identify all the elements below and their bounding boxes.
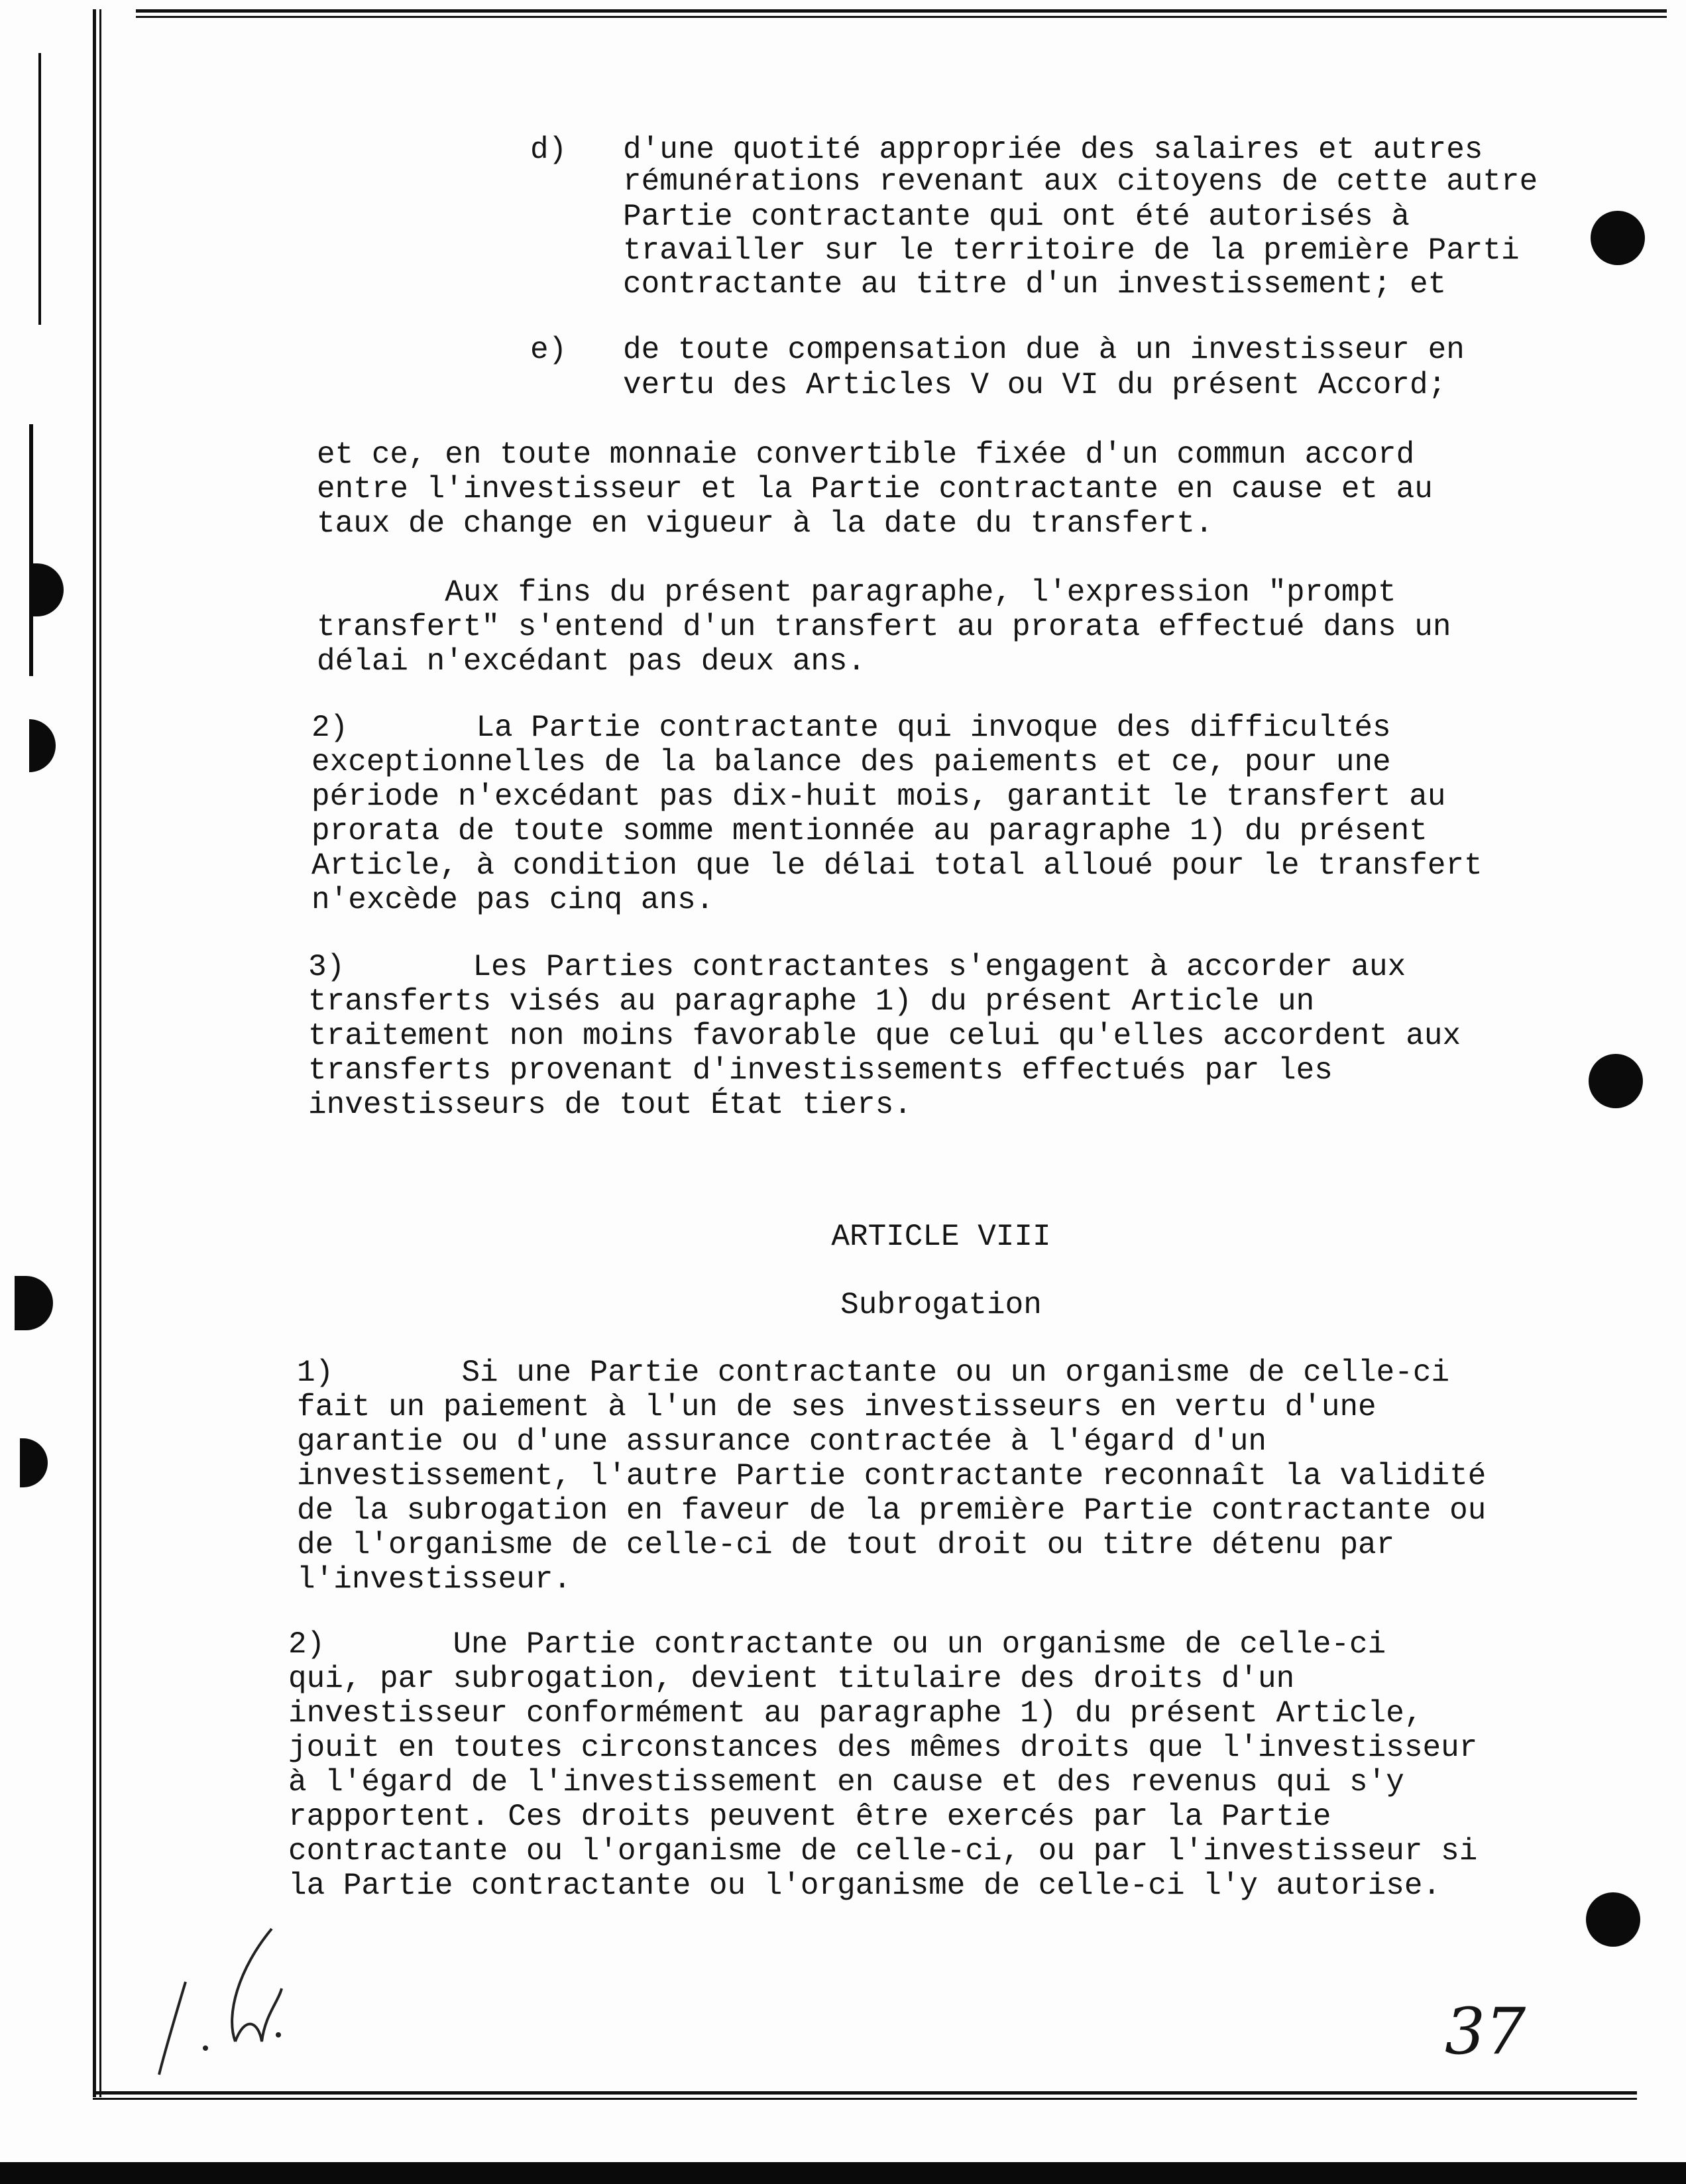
frame-left-border-inner: [99, 9, 101, 2097]
handwritten-initials: [146, 1916, 318, 2088]
paragraph-line: transferts visés au paragraphe 1) du présent Article un: [308, 984, 1315, 1019]
item-d-line: Partie contractante qui ont été autorisés à: [623, 200, 1410, 234]
paragraph-line: et ce, en toute monnaie convertible fixée d'un commun accord: [317, 437, 1415, 472]
paragraph-line: contractante ou l'organisme de celle-ci, ou par l'investisseur si: [288, 1834, 1478, 1868]
item-label-e: e): [530, 333, 567, 367]
paragraph-line: investisseurs de tout État tiers.: [308, 1088, 912, 1122]
paragraph-line: investissement, l'autre Partie contractante reconnaît la validité: [297, 1459, 1487, 1493]
paragraph-line: 3) Les Parties contractantes s'engagent à accorder aux: [308, 950, 1406, 984]
paragraph-line: Aux fins du présent paragraphe, l'expression "prompt: [317, 575, 1396, 610]
paragraph-line: traitement non moins favorable que celui qu'elles accordent aux: [308, 1019, 1461, 1053]
paragraph-line: transfert" s'entend d'un transfert au prorata effectué dans un: [317, 610, 1451, 644]
frame-left-border: [93, 9, 96, 2097]
paragraph-line: l'investisseur.: [297, 1562, 572, 1597]
binder-hole: [1586, 1892, 1640, 1947]
paragraph-line: fait un paiement à l'un de ses investisseurs en vertu d'une: [297, 1390, 1377, 1424]
page-number: 37: [1445, 1994, 1526, 2069]
paragraph-line: 1) Si une Partie contractante ou un organisme de celle-ci: [297, 1355, 1450, 1390]
item-d-line: rémunérations revenant aux citoyens de cette autre: [623, 164, 1538, 199]
item-e-line: de toute compensation due à un investisseur en: [623, 333, 1465, 367]
paragraph-line: investisseur conformément au paragraphe 1) du présent Article,: [288, 1696, 1423, 1731]
frame-top-border: [136, 9, 1667, 13]
paragraph-line: n'excède pas cinq ans.: [311, 883, 714, 917]
paragraph-line: exceptionnelles de la balance des paiements et ce, pour une: [311, 745, 1391, 779]
paragraph-line: rapportent. Ces droits peuvent être exercés par la Partie: [288, 1800, 1331, 1834]
paragraph-line: prorata de toute somme mentionnée au paragraphe 1) du présent: [311, 814, 1428, 848]
item-e-line: vertu des Articles V ou VI du présent Accord;: [623, 368, 1447, 402]
paragraph-line: 2) Une Partie contractante ou un organisme de celle-ci: [288, 1627, 1386, 1662]
paragraph-line: la Partie contractante ou l'organisme de celle-ci l'y autorise.: [288, 1868, 1441, 1903]
frame-bottom-border-inner: [93, 2098, 1637, 2100]
paragraph-line: 2) La Partie contractante qui invoque des difficultés: [311, 711, 1391, 745]
article-heading: ARTICLE VIII: [831, 1220, 1051, 1254]
paragraph-line: entre l'investisseur et la Partie contractante en cause et au: [317, 472, 1433, 506]
frame-top-border-inner: [136, 16, 1667, 18]
margin-line-mark: [38, 53, 41, 325]
binder-hole: [1591, 211, 1645, 265]
punch-mark: [20, 1438, 48, 1487]
paragraph-line: garantie ou d'une assurance contractée à l'égard d'un: [297, 1424, 1267, 1459]
paragraph-line: transferts provenant d'investissements effectués par les: [308, 1053, 1333, 1088]
margin-line-mark: [29, 424, 33, 676]
paragraph-line: délai n'excédant pas deux ans.: [317, 644, 866, 679]
paragraph-line: taux de change en vigueur à la date du transfert.: [317, 506, 1213, 541]
item-d-line: contractante au titre d'un investissement; et: [623, 267, 1447, 302]
punch-mark: [15, 1276, 53, 1330]
paragraph-line: de l'organisme de celle-ci de tout droit ou titre détenu par: [297, 1528, 1395, 1562]
binder-hole: [1589, 1054, 1643, 1108]
scan-bottom-edge: [0, 2162, 1686, 2184]
paragraph-line: période n'excédant pas dix-huit mois, garantit le transfert au: [311, 779, 1446, 814]
item-label-d: d): [530, 133, 567, 167]
punch-mark: [29, 719, 56, 772]
article-subtitle: Subrogation: [840, 1288, 1042, 1322]
punch-mark: [29, 563, 64, 616]
item-d-line: d'une quotité appropriée des salaires et autres: [623, 133, 1483, 167]
item-d-line: travailler sur le territoire de la première Parti: [623, 233, 1520, 268]
paragraph-line: Article, à condition que le délai total alloué pour le transfert: [311, 848, 1483, 883]
paragraph-line: jouit en toutes circonstances des mêmes droits que l'investisseur: [288, 1731, 1478, 1765]
paragraph-line: de la subrogation en faveur de la première Partie contractante ou: [297, 1493, 1487, 1528]
paragraph-line: qui, par subrogation, devient titulaire des droits d'un: [288, 1662, 1295, 1696]
frame-bottom-border: [93, 2091, 1637, 2095]
paragraph-line: à l'égard de l'investissement en cause et des revenus qui s'y: [288, 1765, 1404, 1800]
